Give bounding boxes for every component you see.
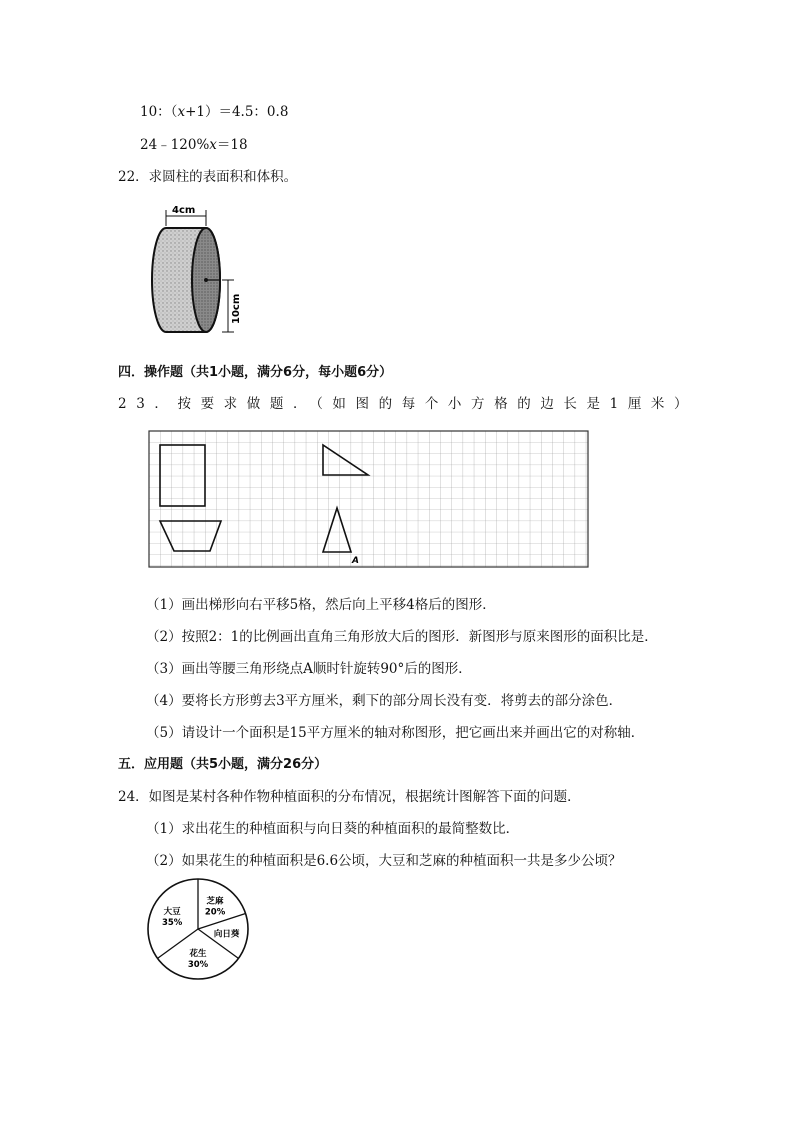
section-5-title: 五．应用题（共5小题，满分26分） <box>118 757 328 772</box>
q24-item-1: （1）求出花生的种植面积与向日葵的种植面积的最简整数比． <box>146 821 520 837</box>
q23-item-5: （5）请设计一个面积是15平方厘米的轴对称图形，把它画出来并画出它的对称轴． <box>146 725 645 741</box>
q23-item-3: （3）画出等腰三角形绕点A顺时针旋转90°后的图形． <box>146 661 472 677</box>
question-22: 22．求圆柱的表面积和体积。 <box>118 169 298 185</box>
center-point <box>204 278 208 282</box>
question-23: 23．按要求做题．（如图的每个小方格的边长是1厘米） <box>118 396 698 412</box>
grid-figure <box>145 428 591 570</box>
eq2-part-a: 24﹣120% <box>140 137 210 153</box>
pie-slice-percent: 30% <box>187 960 209 970</box>
pie-slice-percent: 20% <box>204 907 226 918</box>
point-a-label: A <box>352 556 359 566</box>
eq1-part-b: +1）＝4.5：0.8 <box>185 104 289 120</box>
q23-item-4: （4）要将长方形剪去3平方厘米，剩下的部分周长没有变．将剪去的部分涂色． <box>146 693 623 709</box>
eq1-variable: x <box>177 104 186 120</box>
eq2-variable: x <box>209 137 217 153</box>
pie-slice-percent: 35% <box>161 917 183 928</box>
equation-1 <box>140 103 288 121</box>
eq1-part-a: 10：（ <box>140 104 178 120</box>
pie-slice-name: 向日葵 <box>213 929 240 940</box>
width-label: 4cm <box>172 205 196 216</box>
section-4-title: 四．操作题（共1小题，满分6分，每小题6分） <box>118 365 393 380</box>
grid-background <box>149 431 588 567</box>
pie-slice-name: 大豆 <box>163 906 181 917</box>
cylinder-figure <box>138 198 250 346</box>
question-24: 24．如图是某村各种作物种植面积的分布情况，根据统计图解答下面的问题． <box>118 789 581 805</box>
pie-chart <box>144 875 252 983</box>
pie-slice-name: 花生 <box>189 949 207 959</box>
q23-item-2: （2）按照2：1的比例画出直角三角形放大后的图形．新图形与原来图形的面积比是． <box>146 629 658 645</box>
q23-item-1: （1）画出梯形向右平移5格，然后向上平移4格后的图形． <box>146 597 496 613</box>
radius-label: 10cm <box>231 293 242 324</box>
pie-slice-name: 芝麻 <box>206 896 224 907</box>
q24-item-2: （2）如果花生的种植面积是6.6公顷，大豆和芝麻的种植面积一共是多少公顷？ <box>146 853 622 869</box>
equation-2 <box>140 136 248 154</box>
eq2-part-b: ＝18 <box>216 137 248 153</box>
